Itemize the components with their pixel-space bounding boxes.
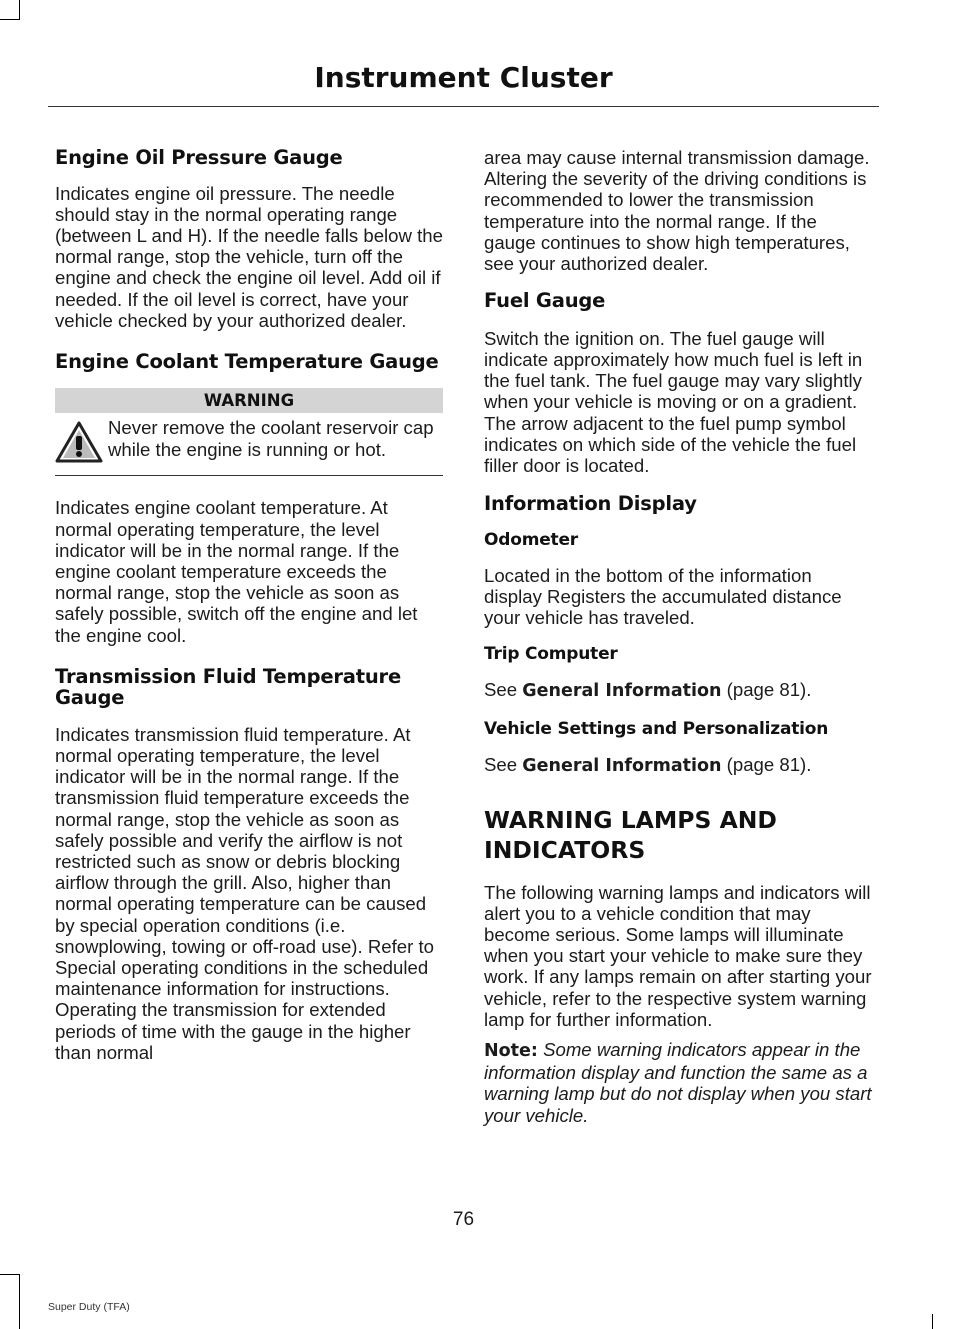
warning-lamps-heading: WARNING LAMPS AND INDICATORS [484, 805, 777, 864]
warning-bar: WARNING [55, 388, 443, 413]
vehicle-settings-ref [484, 754, 873, 777]
note-text: Some warning indicators appear in the information display and function the same as a warning lamp but do not display when you start your vehicle. [484, 1039, 872, 1126]
crop-mark [932, 1314, 933, 1329]
info-display-heading: Information Display [484, 492, 697, 516]
trip-computer-ref [484, 679, 873, 702]
coolant-body: Indicates engine coolant temperature. At normal operating temperature, the level indicator will be in the normal range. If the engine coolant temperature exceeds the normal range, stop the vehicle as soon as safely possible, switch off the engine and let the engine cool. [55, 497, 418, 646]
trip-computer-heading: Trip Computer [484, 644, 618, 665]
page-ref: (page 81). [726, 754, 812, 776]
footer-model: Super Duty (TFA) [48, 1301, 130, 1313]
warning-text: Never remove the coolant reservoir cap while the engine is running or hot. [108, 417, 434, 460]
note [484, 1039, 873, 1126]
see-label: See [484, 679, 518, 701]
crop-mark [19, 1274, 20, 1329]
page-title: Instrument Cluster [314, 61, 613, 94]
odometer-heading: Odometer [484, 529, 578, 550]
crop-mark [19, 0, 20, 20]
header-rule [48, 106, 879, 107]
fuel-gauge-heading: Fuel Gauge [484, 289, 606, 313]
transmission-body-continued: area may cause internal transmission damage. Altering the severity of the driving conditions is recommended to lower the transmission temperature into the normal range. If the gauge continues to show high temperatures, see your authorized dealer. [484, 147, 870, 275]
general-info-link[interactable]: General Information [522, 756, 722, 777]
warning-box [55, 413, 443, 476]
oil-pressure-heading: Engine Oil Pressure Gauge [55, 146, 343, 169]
coolant-heading: Engine Coolant Temperature Gauge [55, 349, 439, 373]
page-ref: (page 81). [726, 679, 812, 701]
odometer-body: Located in the bottom of the information display Registers the accumulated distance your vehicle has traveled. [484, 564, 842, 629]
crop-mark [0, 1274, 20, 1275]
warning-triangle-icon [55, 421, 103, 463]
warning-lamps-body: The following warning lamps and indicators will alert you to a vehicle condition that may become serious. Some lamps will illuminate when you start your vehicle to make sure they work. If any lamps remain on after starting your vehicle, refer to the respective system warning lamp for further information. [484, 881, 872, 1030]
transmission-heading: Transmission Fluid Temperature Gauge [55, 664, 401, 710]
note-label: Note: [484, 1041, 538, 1062]
see-label: See [484, 754, 518, 776]
left-column [55, 147, 443, 1063]
page-number: 76 [452, 1209, 475, 1230]
crop-mark [0, 19, 20, 20]
general-info-link[interactable]: General Information [522, 681, 722, 702]
transmission-body: Indicates transmission fluid temperature. At normal operating temperature, the level indicator will be in the normal range. If the transmission fluid temperature exceeds the normal range, stop the vehicle as soon as safely possible and verify the airflow is not restricted such as snow or debris blocking airflow through the grill. Also, higher than normal operating temperature can be caused by special operation conditions (i.e. snowplowing, towing or off-road use). Refer to Special operating conditions in the scheduled maintenance information for instructions. Operating the transmission for extended periods of time with the gauge in the higher than normal [55, 723, 434, 1063]
oil-pressure-body: Indicates engine oil pressure. The needle should stay in the normal operating range (between L and H). If the needle falls below the normal range, stop the vehicle, turn off the engine and check the engine oil level. Add oil if needed. If the oil level is correct, have your vehicle checked by your authorized dealer. [55, 182, 443, 331]
fuel-gauge-body: Switch the ignition on. The fuel gauge will indicate approximately how much fuel is left in the fuel tank. The fuel gauge may vary slightly when your vehicle is moving or on a gradient. The arrow adjacent to the fuel pump symbol indicates on which side of the vehicle the fuel filler door is located. [484, 327, 863, 476]
right-column [484, 147, 873, 1126]
vehicle-settings-heading: Vehicle Settings and Personalization [484, 719, 829, 740]
